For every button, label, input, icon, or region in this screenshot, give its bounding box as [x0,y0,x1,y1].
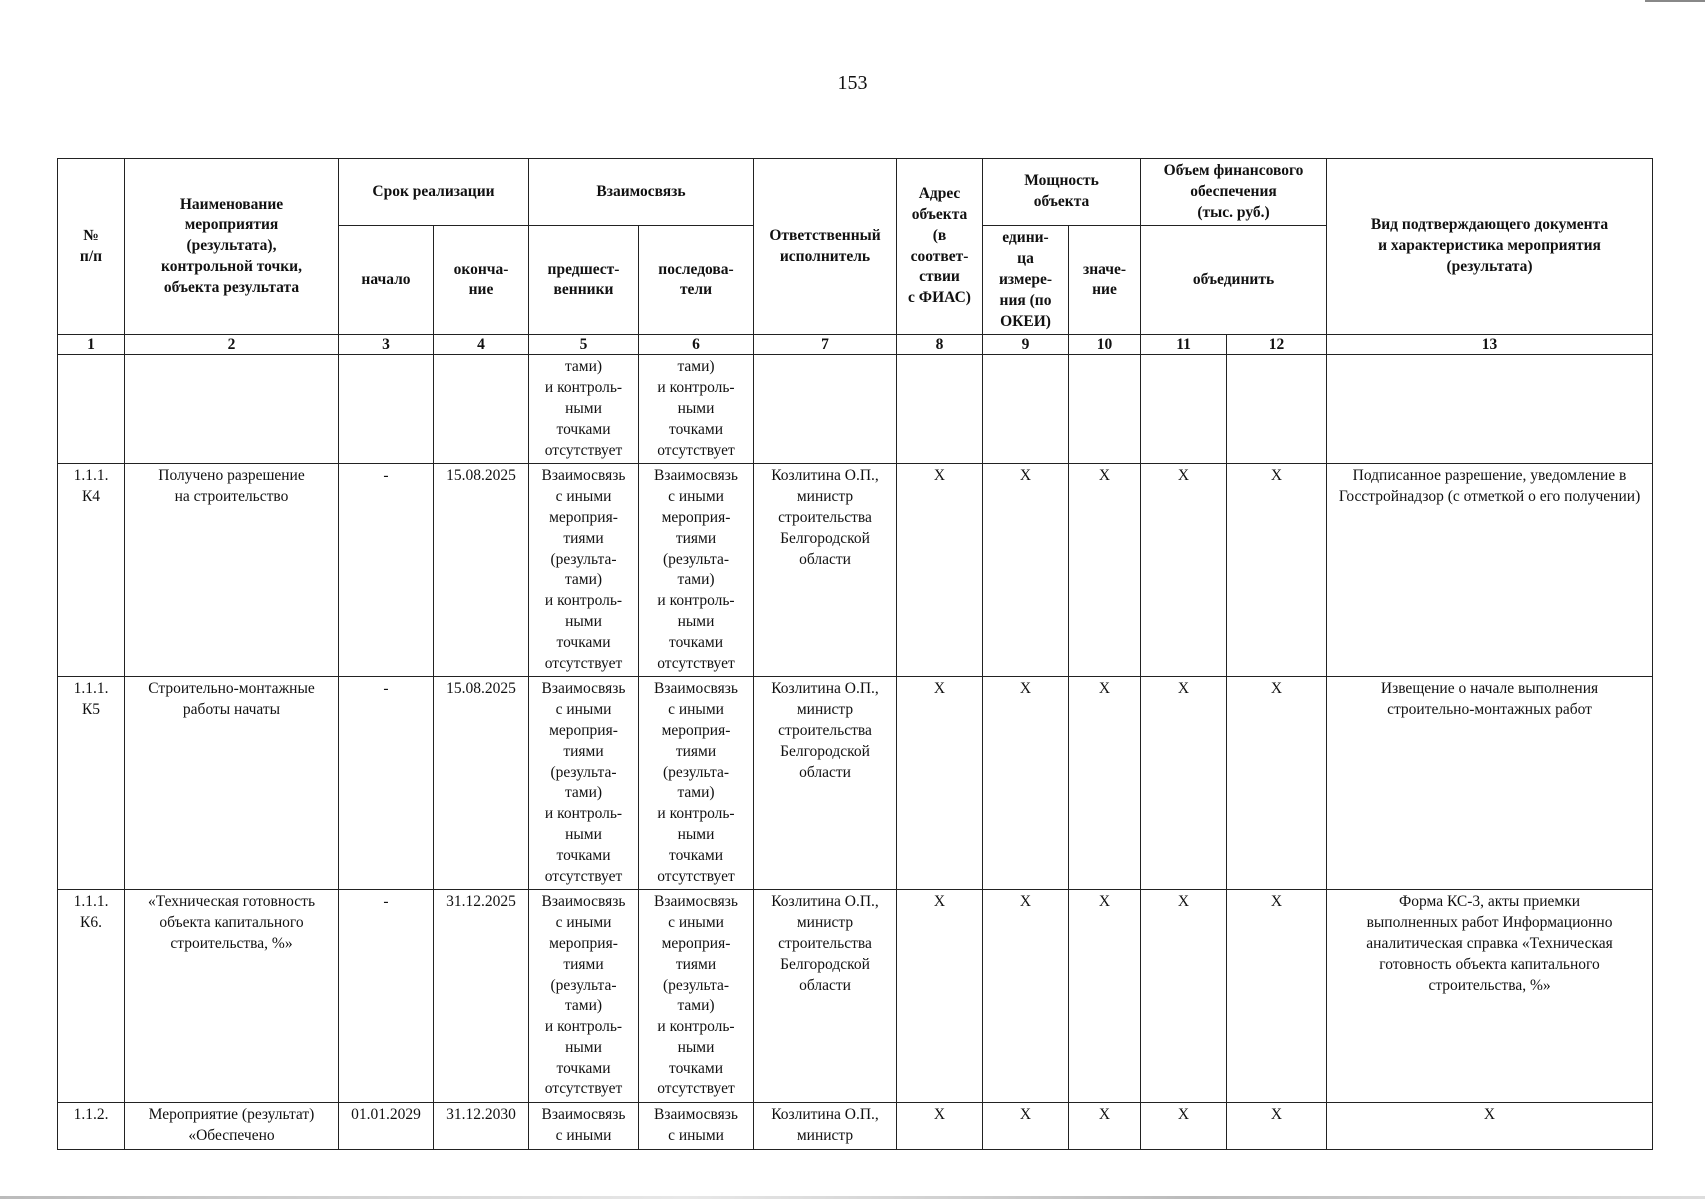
cell-finance-12: Х [1227,677,1327,890]
table-row [58,677,1653,890]
cell-empty [1069,355,1141,464]
cell-empty [125,355,339,464]
column-number: 8 [897,335,983,355]
cell-relation-next: Взаимосвязь с иными мероприя- тиями (результа- тами) и контроль- ными точками отсутствует [639,890,754,1103]
page-number: 153 [837,72,868,94]
cell-empty [983,355,1069,464]
header-capacity: Мощность объекта [983,159,1141,226]
scan-edge-mark [1645,0,1705,2]
cell-relation-next: Взаимосвязь с иными [639,1103,754,1150]
header-doc-type: Вид подтверждающего документа и характеристика мероприятия (результата) [1327,159,1653,335]
cell-name: Мероприятие (результат) «Обеспечено [125,1103,339,1150]
column-number: 2 [125,335,339,355]
header-term: Срок реализации [339,159,529,226]
cell-relation-prev: Взаимосвязь с иными мероприя- тиями (результа- тами) и контроль- ными точками отсутствует [529,677,639,890]
cell-capacity-value: Х [1069,464,1141,677]
column-number: 13 [1327,335,1653,355]
cell-start: - [339,464,434,677]
cell-name: Получено разрешение на строительство [125,464,339,677]
cell-relation-prev: Взаимосвязь с иными [529,1103,639,1150]
cell-name: «Техническая готовность объекта капитального строительства, %» [125,890,339,1103]
cell-empty [1327,355,1653,464]
cell-empty [58,355,125,464]
cell-capacity-value: Х [1069,890,1141,1103]
cell-doc-type: Извещение о начале выполнения строительно-монтажных работ [1327,677,1653,890]
cell-relation-prev: тами) и контроль- ными точками отсутствует [529,355,639,464]
cell-address: Х [897,464,983,677]
column-number: 7 [754,335,897,355]
cell-relation-next: Взаимосвязь с иными мероприя- тиями (результа- тами) и контроль- ными точками отсутствует [639,464,754,677]
cell-empty [897,355,983,464]
header-capacity-unit: едини- ца измере- ния (по ОКЕИ) [983,226,1069,335]
cell-address: Х [897,677,983,890]
header-no: № п/п [58,159,125,335]
cell-finance-12: Х [1227,890,1327,1103]
column-number: 12 [1227,335,1327,355]
cell-finance-12: Х [1227,464,1327,677]
cell-responsible: Козлитина О.П., министр [754,1103,897,1150]
header-relation-next: последова- тели [639,226,754,335]
cell-finance-12: Х [1227,1103,1327,1150]
cell-empty [754,355,897,464]
header-responsible: Ответственный исполнитель [754,159,897,335]
cell-start: - [339,890,434,1103]
header-relation: Взаимосвязь [529,159,754,226]
cell-relation-next: тами) и контроль- ными точками отсутствует [639,355,754,464]
cell-start: - [339,677,434,890]
cell-no: 1.1.1. К5 [58,677,125,890]
cell-address: Х [897,1103,983,1150]
table-row [58,890,1653,1103]
cell-end: 15.08.2025 [434,464,529,677]
column-number: 6 [639,335,754,355]
column-number: 5 [529,335,639,355]
column-number: 1 [58,335,125,355]
cell-no: 1.1.1. К4 [58,464,125,677]
cell-end: 15.08.2025 [434,677,529,890]
cell-finance-11: Х [1141,464,1227,677]
scan-edge-mark [0,1196,1705,1199]
table-row [58,1103,1653,1150]
header-name: Наименование мероприятия (результата), контрольной точки, объекта результата [125,159,339,335]
cell-doc-type: Подписанное разрешение, уведомление в Госстройнадзор (с отметкой о его получении) [1327,464,1653,677]
cell-capacity-value: Х [1069,1103,1141,1150]
column-number: 10 [1069,335,1141,355]
cell-responsible: Козлитина О.П., министр строительства Белгородской области [754,890,897,1103]
cell-responsible: Козлитина О.П., министр строительства Белгородской области [754,464,897,677]
cell-capacity-unit: Х [983,890,1069,1103]
cell-doc-type: Форма КС-3, акты приемки выполненных работ Информационно аналитическая справка «Техническая готовность объекта капитального строительства, %» [1327,890,1653,1103]
header-term-start: начало [339,226,434,335]
cell-empty [1141,355,1227,464]
column-number: 3 [339,335,434,355]
cell-relation-prev: Взаимосвязь с иными мероприя- тиями (результа- тами) и контроль- ными точками отсутствует [529,464,639,677]
cell-responsible: Козлитина О.П., министр строительства Белгородской области [754,677,897,890]
cell-start: 01.01.2029 [339,1103,434,1150]
cell-relation-next: Взаимосвязь с иными мероприя- тиями (результа- тами) и контроль- ными точками отсутствует [639,677,754,890]
header-capacity-value: значе- ние [1069,226,1141,335]
cell-capacity-unit: Х [983,464,1069,677]
cell-address: Х [897,890,983,1103]
cell-finance-11: Х [1141,1103,1227,1150]
cell-relation-prev: Взаимосвязь с иными мероприя- тиями (результа- тами) и контроль- ными точками отсутствует [529,890,639,1103]
cell-empty [1227,355,1327,464]
cell-no: 1.1.1. К6. [58,890,125,1103]
header-address: Адрес объекта (в соответ- ствии с ФИАС) [897,159,983,335]
column-number: 4 [434,335,529,355]
cell-doc-type: Х [1327,1103,1653,1150]
cell-capacity-unit: Х [983,1103,1069,1150]
column-number: 11 [1141,335,1227,355]
header-finance-merge: объединить [1141,226,1327,335]
table-row [58,464,1653,677]
header-finance: Объем финансового обеспечения (тыс. руб.) [1141,159,1327,226]
header-relation-prev: предшест- венники [529,226,639,335]
cell-no: 1.1.2. [58,1103,125,1150]
cell-empty [339,355,434,464]
header-term-end: оконча- ние [434,226,529,335]
column-number: 9 [983,335,1069,355]
activity-plan-table [57,158,1653,1150]
cell-empty [434,355,529,464]
cell-end: 31.12.2030 [434,1103,529,1150]
cell-finance-11: Х [1141,890,1227,1103]
cell-capacity-unit: Х [983,677,1069,890]
cell-capacity-value: Х [1069,677,1141,890]
table-row-continuation [58,355,1653,464]
cell-end: 31.12.2025 [434,890,529,1103]
cell-name: Строительно-монтажные работы начаты [125,677,339,890]
cell-finance-11: Х [1141,677,1227,890]
